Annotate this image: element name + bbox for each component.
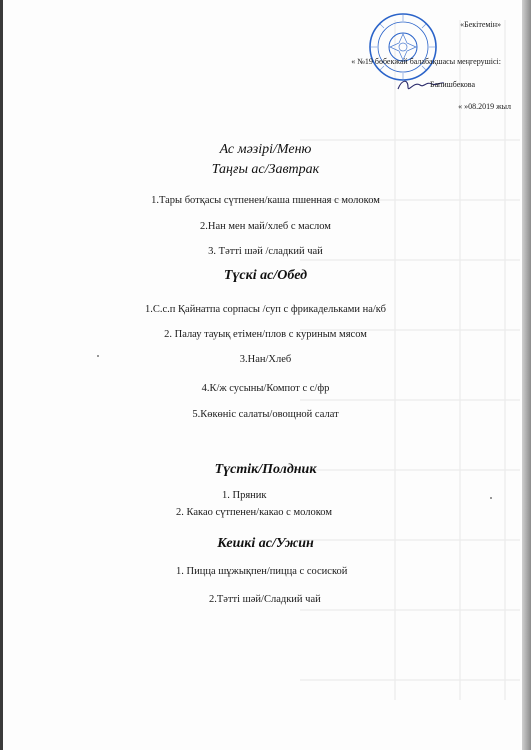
section-snack-title: Түстік/Полдник: [214, 462, 317, 477]
section-breakfast-title: Таңғы ас/Завтрак: [211, 162, 320, 177]
round-seal-icon: [368, 12, 438, 82]
section-dinner-title: Кешкі ас/Ужин: [217, 536, 314, 551]
lunch-item-1: 1.С.с.п Қайнатпа сорпасы /суп с фрикадельками на/кб: [145, 304, 386, 315]
lunch-item-3: 3.Нан/Хлеб: [239, 354, 292, 365]
scan-speck: [490, 497, 492, 499]
approval-date: « »08.2019 жыл: [458, 102, 511, 111]
dinner-item-2: 2.Тәтті шәй/Сладкий чай: [209, 594, 321, 605]
snack-item-1: 1. Пряник: [222, 490, 267, 501]
approve-label: «Бекітемін»: [460, 20, 501, 29]
scan-speck: [97, 355, 99, 357]
breakfast-item-3: 3. Тәтті шәй /сладкий чай: [208, 246, 323, 257]
section-lunch-title: Түскі ас/Обед: [223, 268, 308, 283]
breakfast-item-2: 2.Нан мен май/хлеб с маслом: [200, 221, 331, 232]
menu-title: Ас мәзірі/Меню: [219, 142, 312, 157]
approval-org-line: « №19 бөбекжай балабақшасы меңгерушісі:: [351, 57, 501, 66]
snack-item-2: 2. Какао сүтпенен/какао с молоком: [176, 507, 332, 518]
approval-head-name: Бапишбекова: [430, 80, 475, 89]
scan-left-edge: [0, 0, 3, 750]
lunch-item-2: 2. Палау тауық етімен/плов с куриным мясом: [164, 329, 367, 340]
lunch-item-4: 4.К/ж сусыны/Компот с с/фр: [201, 383, 330, 394]
scan-right-edge: [522, 0, 531, 750]
lunch-item-5: 5.Көкөніс салаты/овощной салат: [192, 409, 339, 420]
breakfast-item-1: 1.Тары ботқасы сүтпенен/каша пшенная с молоком: [151, 195, 380, 206]
dinner-item-1: 1. Пицца шұжықпен/пицца с сосиской: [176, 566, 348, 577]
